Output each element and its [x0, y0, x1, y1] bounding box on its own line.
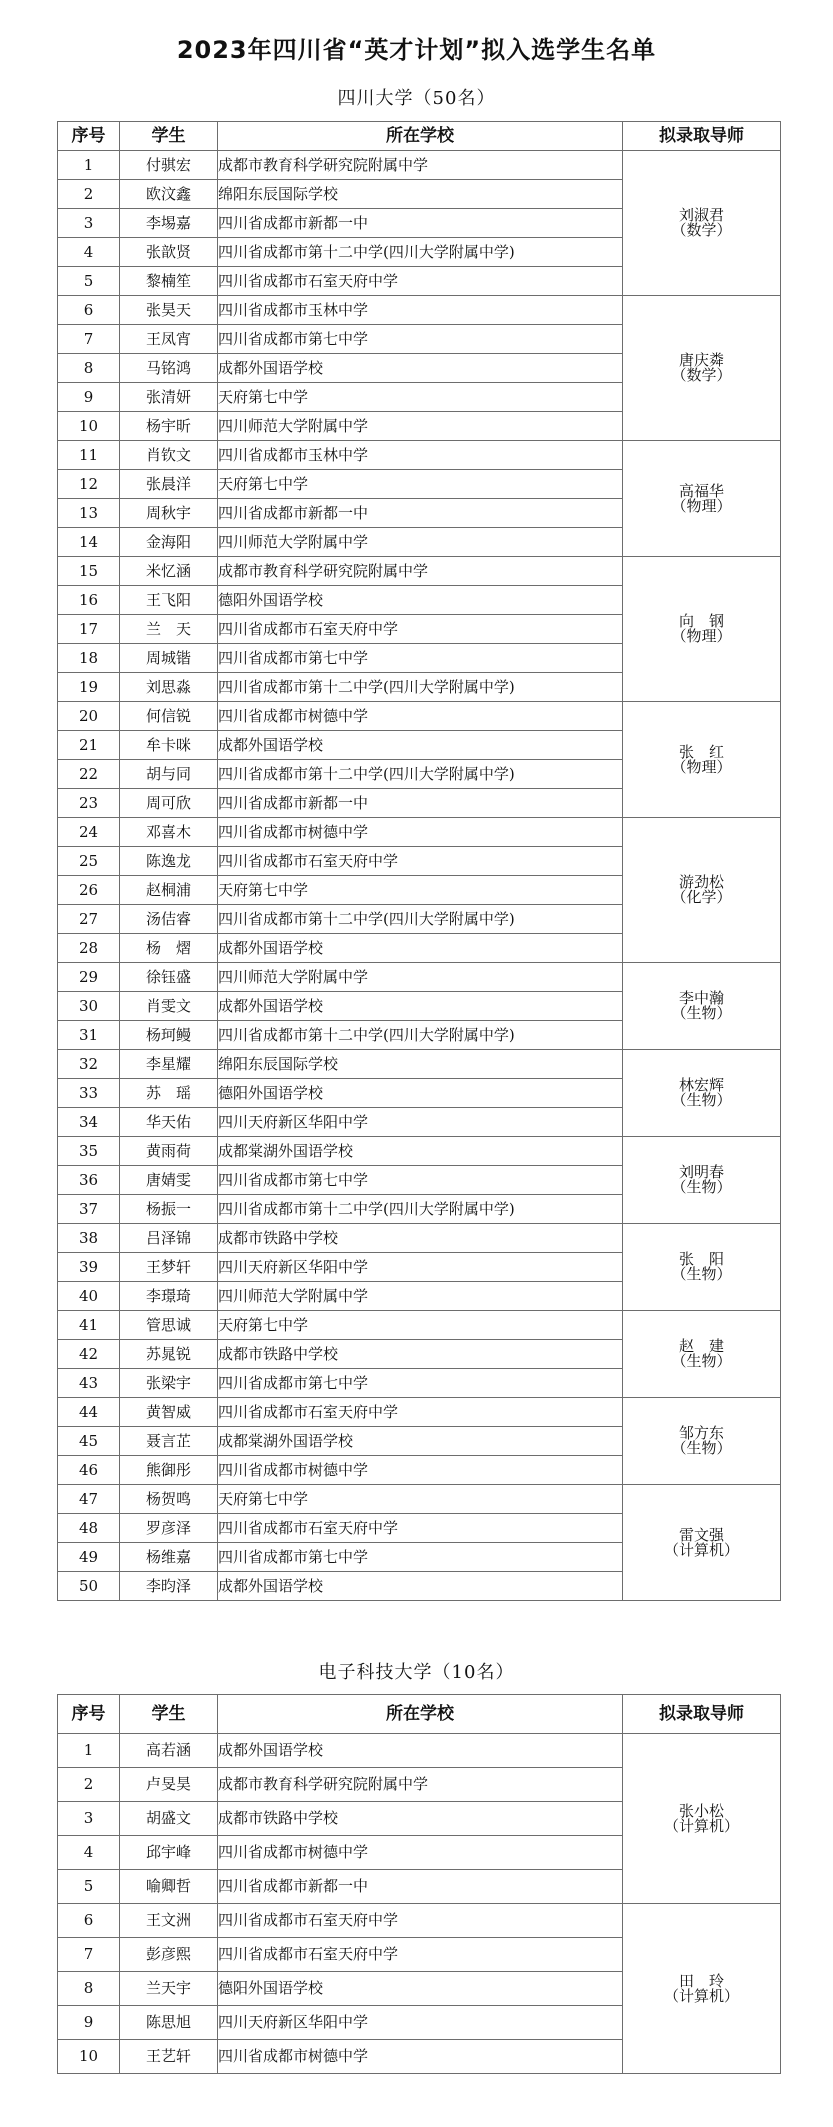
- roster-table-uestc: [57, 1694, 781, 2074]
- student-index: 42: [58, 1340, 120, 1369]
- student-school: 四川省成都市石室天府中学: [218, 615, 623, 644]
- mentor-subject: （生物）: [671, 1178, 732, 1196]
- student-index: 2: [58, 180, 120, 209]
- student-name: 杨维嘉: [120, 1543, 218, 1572]
- student-index: 1: [58, 1734, 120, 1768]
- mentor-subject: （生物）: [671, 1004, 732, 1022]
- mentor-name: 游劲松: [678, 873, 724, 891]
- mentor-name: 高福华: [678, 481, 724, 500]
- student-school: 四川省成都市石室天府中学: [218, 1938, 623, 1972]
- mentor-subject: （生物）: [671, 1352, 732, 1370]
- table-row: [58, 1224, 781, 1253]
- mentor-name: 邹方东: [678, 1424, 724, 1442]
- table-header-row: [58, 122, 781, 151]
- student-school: 德阳外国语学校: [218, 586, 623, 615]
- mentor-subject: （数学）: [671, 221, 732, 239]
- student-school: 四川省成都市第七中学: [218, 644, 623, 673]
- student-index: 30: [58, 992, 120, 1021]
- header-index: 序号: [58, 1695, 120, 1734]
- header-school: 所在学校: [218, 1695, 623, 1734]
- student-school: 四川省成都市新都一中: [218, 789, 623, 818]
- student-school: 四川省成都市树德中学: [218, 1456, 623, 1485]
- student-index: 5: [58, 267, 120, 296]
- mentor-cell: [623, 1734, 781, 1904]
- student-name: 付骐宏: [120, 151, 218, 180]
- student-name: 徐钰盛: [120, 963, 218, 992]
- student-name: 胡盛文: [120, 1802, 218, 1836]
- student-index: 31: [58, 1021, 120, 1050]
- student-index: 24: [58, 818, 120, 847]
- student-index: 44: [58, 1398, 120, 1427]
- student-index: 10: [58, 412, 120, 441]
- student-name: 牟卡咪: [120, 731, 218, 760]
- student-name: 王梦轩: [120, 1253, 218, 1282]
- student-name: 周可欣: [120, 789, 218, 818]
- student-name: 欧汶鑫: [120, 180, 218, 209]
- student-index: 3: [58, 1802, 120, 1836]
- student-name: 管思诚: [120, 1311, 218, 1340]
- mentor-subject: （化学）: [671, 888, 732, 906]
- student-name: 李埸嘉: [120, 209, 218, 238]
- student-school: 四川省成都市玉林中学: [218, 296, 623, 325]
- student-school: 成都市铁路中学校: [218, 1224, 623, 1253]
- mentor-subject: （计算机）: [663, 1540, 739, 1559]
- student-school: 成都市铁路中学校: [218, 1340, 623, 1369]
- mentor-subject: （生物）: [671, 1439, 732, 1457]
- student-school: 天府第七中学: [218, 1311, 623, 1340]
- student-name: 邓喜木: [120, 818, 218, 847]
- student-school: 四川天府新区华阳中学: [218, 1253, 623, 1282]
- student-name: 杨宇昕: [120, 412, 218, 441]
- mentor-name: 田 玲: [678, 1971, 724, 1990]
- student-school: 天府第七中学: [218, 876, 623, 905]
- student-index: 4: [58, 238, 120, 267]
- student-school: 四川师范大学附属中学: [218, 963, 623, 992]
- student-name: 黎楠笙: [120, 267, 218, 296]
- student-name: 兰 天: [120, 615, 218, 644]
- student-index: 14: [58, 528, 120, 557]
- student-index: 46: [58, 1456, 120, 1485]
- student-school: 四川省成都市第十二中学(四川大学附属中学): [218, 1195, 623, 1224]
- student-school: 四川省成都市第十二中学(四川大学附属中学): [218, 1021, 623, 1050]
- student-name: 王文洲: [120, 1904, 218, 1938]
- student-school: 成都棠湖外国语学校: [218, 1137, 623, 1166]
- student-index: 8: [58, 1972, 120, 2006]
- student-school: 成都市教育科学研究院附属中学: [218, 557, 623, 586]
- student-index: 9: [58, 2006, 120, 2040]
- student-school: 四川师范大学附属中学: [218, 1282, 623, 1311]
- student-index: 40: [58, 1282, 120, 1311]
- student-name: 何信锐: [120, 702, 218, 731]
- student-name: 王凤宵: [120, 325, 218, 354]
- student-index: 50: [58, 1572, 120, 1601]
- student-school: 天府第七中学: [218, 470, 623, 499]
- student-name: 张昊天: [120, 296, 218, 325]
- mentor-cell: [623, 557, 781, 702]
- mentor-name: 向 钢: [678, 612, 724, 630]
- student-name: 刘思淼: [120, 673, 218, 702]
- student-name: 杨贺鸣: [120, 1485, 218, 1514]
- student-school: 四川省成都市新都一中: [218, 209, 623, 238]
- student-name: 杨振一: [120, 1195, 218, 1224]
- student-school: 四川省成都市树德中学: [218, 702, 623, 731]
- student-index: 19: [58, 673, 120, 702]
- mentor-cell: [623, 1398, 781, 1485]
- student-school: 德阳外国语学校: [218, 1079, 623, 1108]
- mentor-subject: （物理）: [671, 757, 732, 776]
- student-name: 马铭鸿: [120, 354, 218, 383]
- student-name: 唐婧雯: [120, 1166, 218, 1195]
- student-name: 王艺轩: [120, 2040, 218, 2074]
- student-index: 38: [58, 1224, 120, 1253]
- student-index: 8: [58, 354, 120, 383]
- student-name: 罗彦泽: [120, 1514, 218, 1543]
- student-school: 四川省成都市树德中学: [218, 1836, 623, 1870]
- mentor-subject: （物理）: [671, 627, 732, 645]
- table-row: [58, 1734, 781, 1768]
- student-index: 34: [58, 1108, 120, 1137]
- student-name: 黄雨荷: [120, 1137, 218, 1166]
- student-index: 27: [58, 905, 120, 934]
- header-mentor: 拟录取导师: [623, 1695, 781, 1734]
- student-name: 王飞阳: [120, 586, 218, 615]
- mentor-subject: （生物）: [671, 1091, 732, 1109]
- student-school: 四川天府新区华阳中学: [218, 2006, 623, 2040]
- student-index: 12: [58, 470, 120, 499]
- student-name: 肖钦文: [120, 441, 218, 470]
- mentor-name: 刘明春: [678, 1163, 724, 1181]
- mentor-cell: [623, 441, 781, 557]
- student-name: 汤佶睿: [120, 905, 218, 934]
- mentor-cell: [623, 963, 781, 1050]
- mentor-cell: [623, 1137, 781, 1224]
- student-school: 成都外国语学校: [218, 1572, 623, 1601]
- mentor-name: 唐庆粦: [678, 351, 724, 369]
- student-name: 杨珂鳗: [120, 1021, 218, 1050]
- mentor-name: 张小松: [678, 1801, 724, 1820]
- student-school: 成都外国语学校: [218, 934, 623, 963]
- student-name: 肖雯文: [120, 992, 218, 1021]
- student-school: 天府第七中学: [218, 383, 623, 412]
- mentor-cell: [623, 818, 781, 963]
- table-row: [58, 1398, 781, 1427]
- student-index: 13: [58, 499, 120, 528]
- student-school: 四川省成都市第十二中学(四川大学附属中学): [218, 905, 623, 934]
- student-index: 23: [58, 789, 120, 818]
- table-row: [58, 1485, 781, 1514]
- student-name: 胡与同: [120, 760, 218, 789]
- student-index: 10: [58, 2040, 120, 2074]
- student-school: 四川省成都市石室天府中学: [218, 847, 623, 876]
- student-index: 35: [58, 1137, 120, 1166]
- student-school: 四川省成都市树德中学: [218, 818, 623, 847]
- student-name: 李璟琦: [120, 1282, 218, 1311]
- student-index: 7: [58, 325, 120, 354]
- student-index: 20: [58, 702, 120, 731]
- student-school: 四川省成都市玉林中学: [218, 441, 623, 470]
- student-school: 成都外国语学校: [218, 992, 623, 1021]
- mentor-cell: [623, 1050, 781, 1137]
- student-index: 22: [58, 760, 120, 789]
- header-index: 序号: [58, 122, 120, 151]
- student-index: 15: [58, 557, 120, 586]
- student-name: 邱宇峰: [120, 1836, 218, 1870]
- student-index: 25: [58, 847, 120, 876]
- student-name: 兰天宇: [120, 1972, 218, 2006]
- student-name: 卢旻昊: [120, 1768, 218, 1802]
- student-index: 18: [58, 644, 120, 673]
- student-index: 1: [58, 151, 120, 180]
- student-school: 成都外国语学校: [218, 354, 623, 383]
- header-student: 学生: [120, 1695, 218, 1734]
- table-row: [58, 1904, 781, 1938]
- student-index: 7: [58, 1938, 120, 1972]
- student-school: 四川省成都市第十二中学(四川大学附属中学): [218, 673, 623, 702]
- mentor-subject: （生物）: [671, 1265, 732, 1283]
- table-row: [58, 441, 781, 470]
- student-index: 21: [58, 731, 120, 760]
- table-row: [58, 1311, 781, 1340]
- student-index: 11: [58, 441, 120, 470]
- student-name: 张晨洋: [120, 470, 218, 499]
- student-index: 3: [58, 209, 120, 238]
- mentor-cell: [623, 1311, 781, 1398]
- student-name: 苏 瑶: [120, 1079, 218, 1108]
- mentor-name: 雷文强: [678, 1525, 724, 1544]
- student-school: 四川省成都市第十二中学(四川大学附属中学): [218, 238, 623, 267]
- student-school: 四川省成都市第十二中学(四川大学附属中学): [218, 760, 623, 789]
- student-name: 金海阳: [120, 528, 218, 557]
- student-name: 吕泽锦: [120, 1224, 218, 1253]
- student-name: 张梁宇: [120, 1369, 218, 1398]
- mentor-cell: [623, 1904, 781, 2074]
- student-school: 四川省成都市石室天府中学: [218, 267, 623, 296]
- mentor-cell: [623, 702, 781, 818]
- header-student: 学生: [120, 122, 218, 151]
- student-school: 绵阳东辰国际学校: [218, 180, 623, 209]
- table-row: [58, 818, 781, 847]
- mentor-name: 赵 建: [678, 1337, 724, 1355]
- student-school: 四川师范大学附属中学: [218, 528, 623, 557]
- table-row: [58, 1050, 781, 1079]
- student-name: 华天佑: [120, 1108, 218, 1137]
- student-index: 9: [58, 383, 120, 412]
- student-school: 四川省成都市第七中学: [218, 1166, 623, 1195]
- mentor-name: 张 阳: [678, 1250, 724, 1268]
- table-row: [58, 963, 781, 992]
- student-name: 黄智威: [120, 1398, 218, 1427]
- student-name: 张歆贤: [120, 238, 218, 267]
- student-index: 5: [58, 1870, 120, 1904]
- student-name: 杨 熠: [120, 934, 218, 963]
- student-name: 张清妍: [120, 383, 218, 412]
- student-name: 陈逸龙: [120, 847, 218, 876]
- student-index: 26: [58, 876, 120, 905]
- mentor-cell: [623, 151, 781, 296]
- mentor-cell: [623, 296, 781, 441]
- mentor-name: 张 红: [678, 742, 724, 761]
- student-name: 聂言芷: [120, 1427, 218, 1456]
- student-name: 周秋宇: [120, 499, 218, 528]
- student-school: 四川天府新区华阳中学: [218, 1108, 623, 1137]
- student-school: 四川省成都市第七中学: [218, 325, 623, 354]
- student-index: 41: [58, 1311, 120, 1340]
- student-school: 四川省成都市新都一中: [218, 499, 623, 528]
- student-index: 45: [58, 1427, 120, 1456]
- student-index: 16: [58, 586, 120, 615]
- student-school: 绵阳东辰国际学校: [218, 1050, 623, 1079]
- student-index: 39: [58, 1253, 120, 1282]
- student-school: 天府第七中学: [218, 1485, 623, 1514]
- student-name: 米忆涵: [120, 557, 218, 586]
- student-index: 36: [58, 1166, 120, 1195]
- table-row: [58, 557, 781, 586]
- student-name: 熊御彤: [120, 1456, 218, 1485]
- student-index: 6: [58, 296, 120, 325]
- student-school: 成都外国语学校: [218, 1734, 623, 1768]
- header-mentor: 拟录取导师: [623, 122, 781, 151]
- student-name: 李昀泽: [120, 1572, 218, 1601]
- student-name: 李星耀: [120, 1050, 218, 1079]
- student-school: 四川省成都市石室天府中学: [218, 1398, 623, 1427]
- section-title-scu: 四川大学（50名）: [337, 88, 496, 109]
- student-school: 四川省成都市第七中学: [218, 1369, 623, 1398]
- student-school: 四川师范大学附属中学: [218, 412, 623, 441]
- mentor-cell: [623, 1485, 781, 1601]
- table-row: [58, 296, 781, 325]
- student-school: 四川省成都市新都一中: [218, 1870, 623, 1904]
- student-index: 32: [58, 1050, 120, 1079]
- student-name: 苏晁锐: [120, 1340, 218, 1369]
- mentor-name: 刘淑君: [678, 206, 724, 224]
- student-school: 四川省成都市石室天府中学: [218, 1514, 623, 1543]
- section-title-uestc: 电子科技大学（10名）: [318, 1662, 515, 1683]
- student-name: 高若涵: [120, 1734, 218, 1768]
- table-row: [58, 702, 781, 731]
- document-title: 2023年四川省“英才计划”拟入选学生名单: [176, 36, 657, 64]
- student-index: 47: [58, 1485, 120, 1514]
- student-school: 四川省成都市第七中学: [218, 1543, 623, 1572]
- student-school: 成都市教育科学研究院附属中学: [218, 151, 623, 180]
- student-index: 49: [58, 1543, 120, 1572]
- mentor-name: 李中瀚: [678, 989, 724, 1007]
- mentor-name: 林宏辉: [678, 1076, 724, 1094]
- student-index: 29: [58, 963, 120, 992]
- header-school: 所在学校: [218, 122, 623, 151]
- student-name: 陈思旭: [120, 2006, 218, 2040]
- student-index: 33: [58, 1079, 120, 1108]
- table-row: [58, 151, 781, 180]
- student-school: 成都市教育科学研究院附属中学: [218, 1768, 623, 1802]
- table-header-row: [58, 1695, 781, 1734]
- student-index: 28: [58, 934, 120, 963]
- student-name: 彭彦熙: [120, 1938, 218, 1972]
- mentor-subject: （计算机）: [663, 1986, 739, 2005]
- student-index: 6: [58, 1904, 120, 1938]
- mentor-subject: （物理）: [671, 496, 732, 515]
- student-index: 48: [58, 1514, 120, 1543]
- student-index: 2: [58, 1768, 120, 1802]
- student-school: 成都外国语学校: [218, 731, 623, 760]
- student-school: 德阳外国语学校: [218, 1972, 623, 2006]
- mentor-subject: （计算机）: [663, 1816, 739, 1835]
- table-row: [58, 1137, 781, 1166]
- student-index: 17: [58, 615, 120, 644]
- student-school: 四川省成都市石室天府中学: [218, 1904, 623, 1938]
- student-school: 成都棠湖外国语学校: [218, 1427, 623, 1456]
- student-index: 37: [58, 1195, 120, 1224]
- roster-table-scu: [57, 121, 781, 1601]
- student-name: 赵桐浦: [120, 876, 218, 905]
- student-school: 成都市铁路中学校: [218, 1802, 623, 1836]
- student-school: 四川省成都市树德中学: [218, 2040, 623, 2074]
- student-index: 43: [58, 1369, 120, 1398]
- mentor-subject: （数学）: [671, 366, 732, 384]
- student-name: 喻卿哲: [120, 1870, 218, 1904]
- student-index: 4: [58, 1836, 120, 1870]
- student-name: 周城锴: [120, 644, 218, 673]
- mentor-cell: [623, 1224, 781, 1311]
